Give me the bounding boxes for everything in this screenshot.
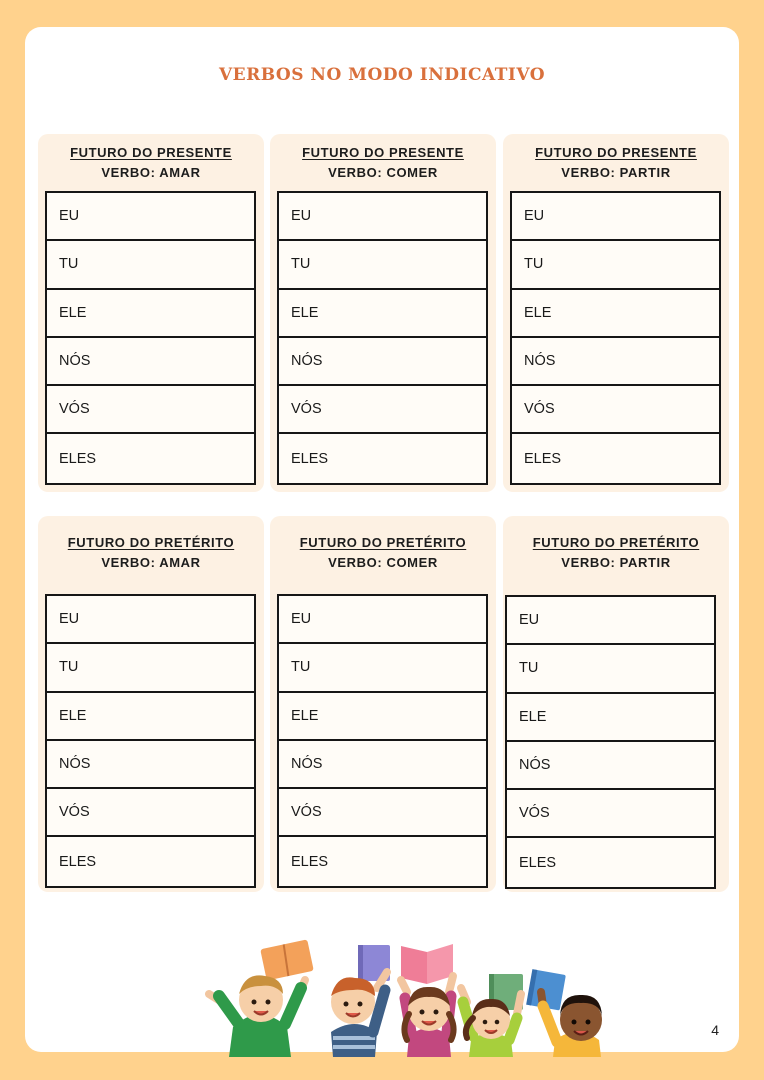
table-row[interactable]: VÓS [507, 790, 714, 838]
child-4-icon [461, 974, 523, 1057]
child-2-icon [331, 945, 390, 1057]
table-row[interactable]: ELE [47, 290, 254, 338]
table-row[interactable]: TU [507, 645, 714, 693]
page-number: 4 [711, 1022, 719, 1038]
conjugation-card [38, 516, 264, 892]
verb-label: VERBO: AMAR [101, 165, 201, 180]
conjugation-card [270, 134, 496, 492]
conjugation-table [510, 191, 721, 485]
conjugation-table [277, 191, 488, 485]
table-row[interactable]: EU [507, 597, 714, 645]
table-row[interactable]: EU [47, 596, 254, 644]
table-row[interactable]: VÓS [47, 386, 254, 434]
verb-label: VERBO: PARTIR [561, 165, 671, 180]
conjugation-table [505, 595, 716, 889]
tense-label: FUTURO DO PRESENTE [302, 145, 464, 160]
tense-label: FUTURO DO PRESENTE [70, 145, 232, 160]
table-row[interactable]: ELE [47, 693, 254, 741]
table-row[interactable]: EU [512, 193, 719, 241]
child-5-icon [526, 969, 602, 1057]
child-3-icon [401, 944, 454, 1057]
page-title: VERBOS NO MODO INDICATIVO [218, 65, 546, 85]
table-row[interactable]: ELES [59, 853, 97, 870]
table-row[interactable]: ELES [59, 450, 97, 467]
table-row[interactable]: EU [279, 596, 486, 644]
table-row[interactable]: ELES [519, 854, 557, 871]
table-row[interactable]: NÓS [512, 338, 719, 386]
table-row[interactable]: TU [279, 241, 486, 289]
tense-label: FUTURO DO PRETÉRITO [299, 535, 467, 550]
table-row[interactable]: VÓS [47, 789, 254, 837]
conjugation-card [270, 516, 496, 892]
table-row[interactable]: VÓS [279, 386, 486, 434]
table-row[interactable]: EU [279, 193, 486, 241]
table-row[interactable]: NÓS [47, 741, 254, 789]
conjugation-card [38, 134, 264, 492]
tense-label: FUTURO DO PRETÉRITO [532, 535, 700, 550]
table-row[interactable]: NÓS [507, 742, 714, 790]
table-row[interactable]: VÓS [512, 386, 719, 434]
table-row[interactable]: ELES [291, 853, 329, 870]
worksheet-page [25, 27, 739, 1052]
table-row[interactable]: ELE [279, 290, 486, 338]
table-row[interactable]: ELE [279, 693, 486, 741]
table-row[interactable]: NÓS [279, 741, 486, 789]
verb-label: VERBO: AMAR [101, 555, 201, 570]
children-with-books-illustration [205, 932, 625, 1057]
conjugation-table [45, 191, 256, 485]
tense-label: FUTURO DO PRETÉRITO [67, 535, 235, 550]
table-row[interactable]: ELE [507, 694, 714, 742]
table-row[interactable]: VÓS [279, 789, 486, 837]
tense-label: FUTURO DO PRESENTE [535, 145, 697, 160]
table-row[interactable]: EU [47, 193, 254, 241]
verb-label: VERBO: COMER [328, 555, 438, 570]
table-row[interactable]: TU [47, 241, 254, 289]
child-1-icon [209, 939, 314, 1057]
conjugation-card [503, 516, 729, 892]
table-row[interactable]: ELE [512, 290, 719, 338]
verb-label: VERBO: PARTIR [561, 555, 671, 570]
verb-label: VERBO: COMER [328, 165, 438, 180]
conjugation-table [45, 594, 256, 888]
conjugation-card [503, 134, 729, 492]
table-row[interactable]: TU [512, 241, 719, 289]
table-row[interactable]: NÓS [279, 338, 486, 386]
table-row[interactable]: NÓS [47, 338, 254, 386]
conjugation-table [277, 594, 488, 888]
table-row[interactable]: ELES [524, 450, 562, 467]
table-row[interactable]: TU [279, 644, 486, 692]
table-row[interactable]: ELES [291, 450, 329, 467]
table-row[interactable]: TU [47, 644, 254, 692]
